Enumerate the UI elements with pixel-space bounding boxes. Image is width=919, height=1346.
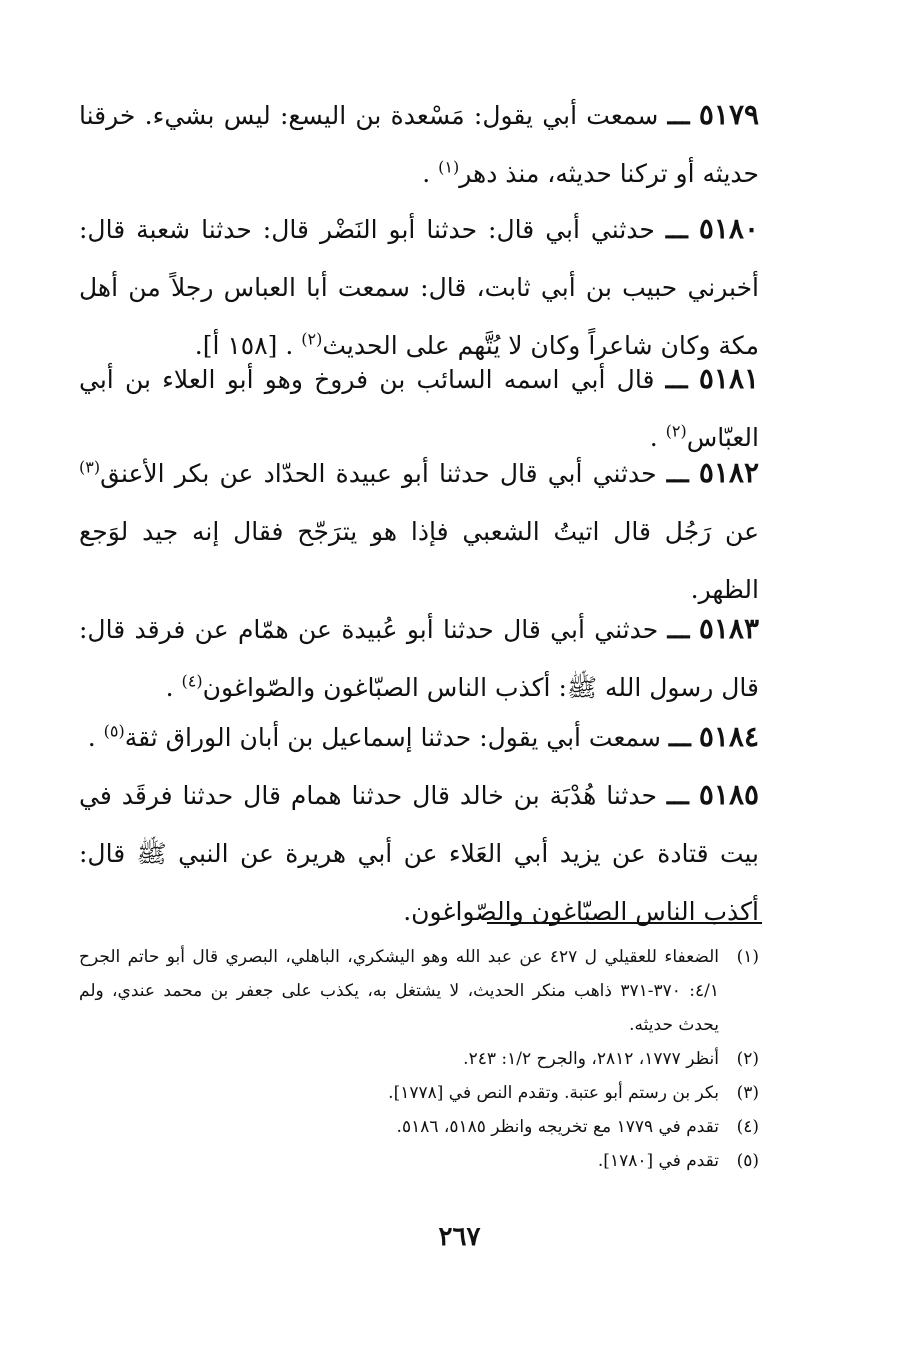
footnote-1: [79, 940, 759, 1042]
footnote-ref: (٥): [103, 721, 125, 741]
footnote-text: الضعفاء للعقيلي ل ٤٢٧ عن عبد الله وهو اليشكري، الباهلي، البصري قال أبو حاتم الجرح ٤/١: ٣٧٠-٣٧١ ذاهب منكر الحديث، لا يشتغل به، يكذب على جعفر بن محمد عندي، ولم يحدث حديثه.: [79, 947, 719, 1035]
footnote-text: تقدم في ١٧٧٩ مع تخريجه وانظر ٥١٨٥، ٥١٨٦.: [396, 1117, 719, 1137]
entry-text: سمعت أبي يقول: حدثنا إسماعيل بن أبان الوراق ثقة: [124, 723, 661, 752]
footnote-number: (٣): [736, 1083, 759, 1103]
footnote-text: تقدم في [١٧٨٠].: [597, 1151, 719, 1171]
entry-text-end: عن رَجُل قال اتيتُ الشعبي فإذا هو يترَجّح فقال إنه جيد لوَجع الظهر.: [79, 517, 759, 604]
footnote-ref: (٢): [301, 329, 323, 349]
entry-text: حدثني أبي قال حدثنا أبو عُبيدة عن همّام عن فرقد قال: قال رسول الله ﷺ: أكذب الناس الصبّاغون والصّواغون: [79, 615, 759, 702]
footnote-ref: (٣): [79, 457, 101, 477]
entry-number: ٥١٨٣: [698, 612, 759, 645]
entry-number: ٥١٨٥: [698, 778, 760, 811]
entry-5179: [79, 86, 759, 203]
footnote-ref: (١): [438, 157, 460, 177]
entry-dash: ـــ: [665, 215, 688, 244]
footnotes: [79, 940, 759, 1178]
footnote-2: [79, 1042, 759, 1076]
entry-number: ٥١٧٩: [698, 98, 760, 131]
footnote-number: (٤): [736, 1117, 759, 1137]
entry-text: قال أبي اسمه السائب بن فروخ وهو أبو العلاء بن أبي العبّاس: [79, 365, 759, 452]
entry-text-end: .: [165, 673, 174, 702]
footnote-5: [79, 1144, 759, 1178]
entry-text: سمعت أبي يقول: مَسْعدة بن اليسع: ليس بشيء. خرقنا حديثه أو تركنا حديثه، منذ دهر: [79, 101, 759, 188]
footnote-4: [79, 1110, 759, 1144]
entry-text-end: .: [649, 423, 658, 452]
entry-text: حدثني أبي قال: حدثنا أبو النَضْر قال: حدثنا شعبة قال: أخبرني حبيب بن أبي ثابت، قال: سمعت أبا العباس رجلاً من أهل مكة وكان شاعراً وكان لا يُتَّهم على الحديث: [79, 215, 759, 360]
entry-text-end: .: [422, 159, 431, 188]
entry-text-end: .: [87, 723, 96, 752]
entry-number: ٥١٨١: [698, 362, 760, 395]
entry-text: حدثني أبي قال حدثنا أبو عبيدة الحدّاد عن بكر الأعنق: [100, 459, 657, 488]
entry-number: ٥١٨٢: [698, 456, 759, 489]
entry-dash: ـــ: [665, 365, 688, 394]
footnote-separator: [487, 922, 762, 924]
footnote-ref: (٤): [181, 671, 203, 691]
entry-text: حدثنا هُدْبَة بن خالد قال حدثنا همام قال حدثنا فرقَد في بيت قتادة عن يزيد أبي العَلاء عن أبي هريرة عن النبي ﷺ قال: أكذب الناس الصبّاغون والصّواغون.: [79, 781, 759, 926]
footnote-text: بكر بن رستم أبو عتبة. وتقدم النص في [١٧٧٨].: [388, 1083, 719, 1103]
entry-text-end: . [١٥٨ أ].: [194, 331, 294, 360]
footnote-ref: (٢): [665, 421, 687, 441]
entry-dash: ـــ: [667, 101, 690, 130]
entry-5185: [79, 766, 759, 941]
footnote-text: أنظر ١٧٧٧، ٢٨١٢، والجرح ١/٢: ٢٤٣.: [463, 1049, 719, 1069]
footnote-number: (٥): [736, 1151, 759, 1171]
entry-5180: [79, 200, 759, 375]
entry-5184: [79, 708, 759, 767]
footnote-3: [79, 1076, 759, 1110]
page-number: ٢٦٧: [438, 1222, 481, 1252]
entry-dash: ـــ: [667, 615, 690, 644]
entry-dash: ـــ: [666, 781, 689, 810]
footnote-number: (٢): [736, 1049, 759, 1069]
entry-dash: ـــ: [666, 459, 689, 488]
entry-dash: ـــ: [668, 723, 691, 752]
footnote-number: (١): [736, 947, 759, 967]
entry-5182: [79, 444, 759, 619]
entry-5183: [79, 600, 759, 717]
entry-number: ٥١٨٠: [698, 212, 759, 245]
entry-number: ٥١٨٤: [698, 720, 759, 753]
